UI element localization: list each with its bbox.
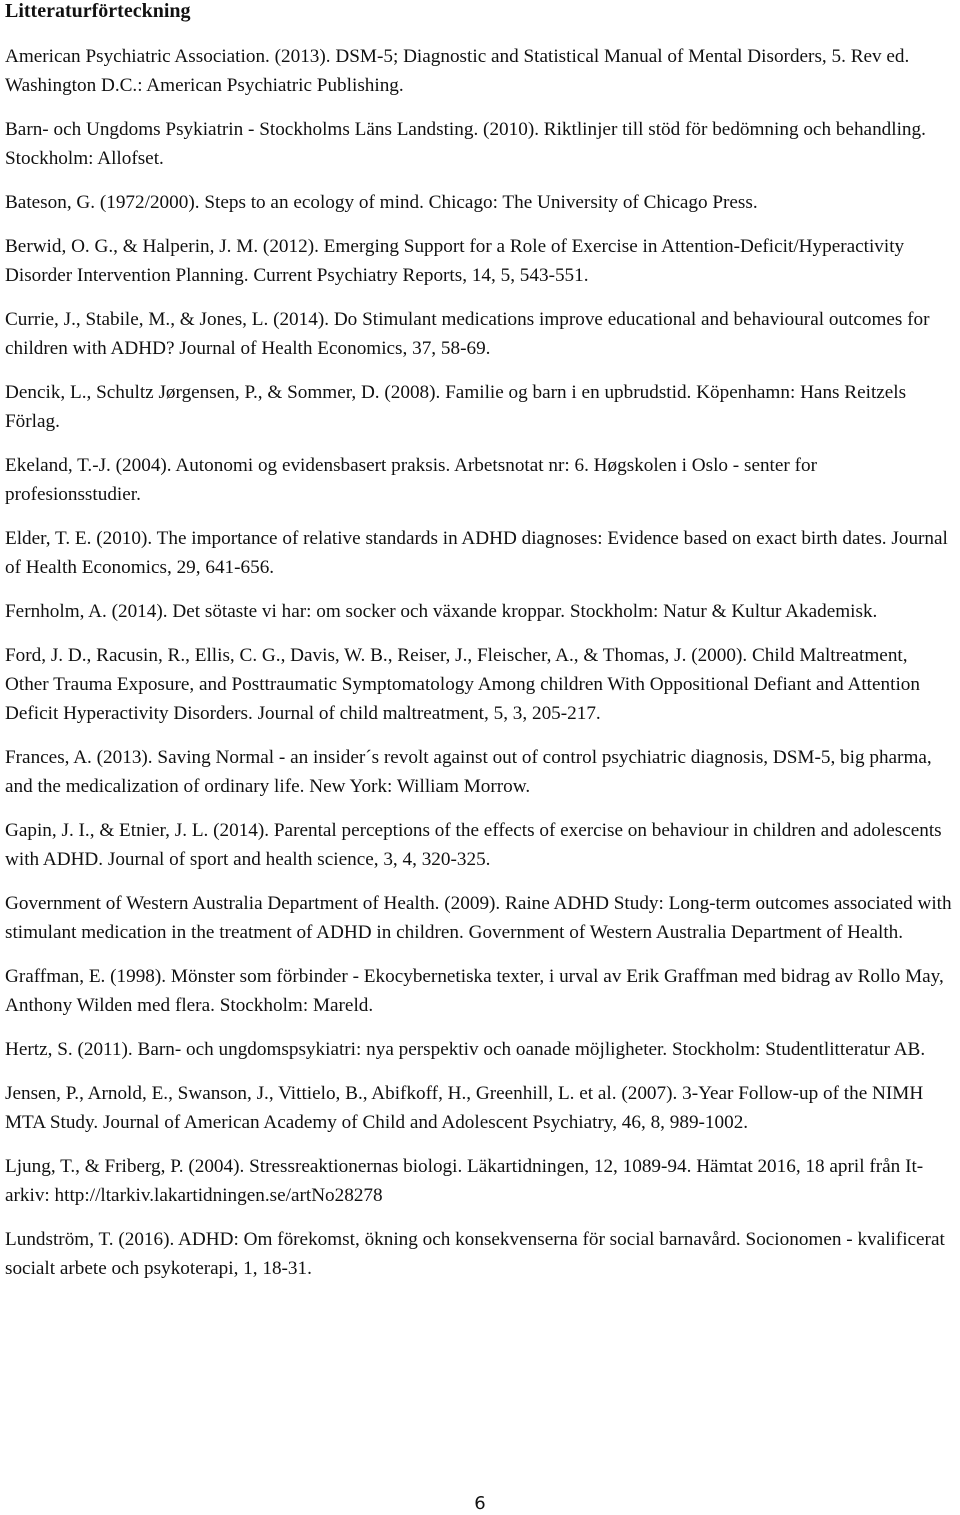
reference-entry: Currie, J., Stabile, M., & Jones, L. (2014). Do Stimulant medications improve educational and behavioural outcomes for children with ADHD? Journal of Health Economics, 37, 58-69. [5,309,935,359]
reference-entry: Ekeland, T.-J. (2004). Autonomi og evidensbasert praksis. Arbetsnotat nr: 6. Høgskolen i Oslo - senter for profesionsstudier. [5,455,822,505]
reference-entry: Elder, T. E. (2010). The importance of relative standards in ADHD diagnoses: Evidence based on exact birth dates. Journal of Health Economics, 29, 641-656. [5,528,953,578]
reference-entry: Lundström, T. (2016). ADHD: Om förekomst, ökning och konsekvenserna för social barnavård. Socionomen - kvalificerat socialt arbete och psykoterapi, 1, 18-31. [5,1229,950,1279]
reference-entry: Graffman, E. (1998). Mönster som förbinder - Ekocybernetiska texter, i urval av Erik Graffman med bidrag av Rollo May, Anthony Wilden med flera. Stockholm: Mareld. [5,966,948,1016]
reference-entry: Jensen, P., Arnold, E., Swanson, J., Vittielo, B., Abifkoff, H., Greenhill, L. et al. (2007). 3-Year Follow-up of the NIMH MTA Study. Journal of American Academy of Child and Adolescent Psychiatry, 46, 8, 989-1002. [5,1083,928,1133]
reference-entry: Frances, A. (2013). Saving Normal - an insider´s revolt against out of control psychiatric diagnosis, DSM-5, big pharma, and the medicalization of ordinary life. New York: William Morrow. [5,747,937,797]
reference-list [5,42,955,1283]
reference-entry: Fernholm, A. (2014). Det sötaste vi har: om socker och växande kroppar. Stockholm: Natur & Kultur Akademisk. [5,601,878,622]
reference-entry: Hertz, S. (2011). Barn- och ungdomspsykiatri: nya perspektiv och oanade möjligheter. Stockholm: Studentlitteratur AB. [5,1039,926,1060]
reference-entry: Ford, J. D., Racusin, R., Ellis, C. G., Davis, W. B., Reiser, J., Fleischer, A., & Thomas, J. (2000). Child Maltreatment, Other Trauma Exposure, and Posttraumatic Symptomatology Among children With Oppositional Defiant and Attention Deficit Hyperactivity Disorders. Journal of child maltreatment, 5, 3, 205-217. [5,645,925,724]
page-title: Litteraturförteckning [5,0,191,22]
reference-entry: Bateson, G. (1972/2000). Steps to an ecology of mind. Chicago: The University of Chicago Press. [5,192,758,213]
reference-entry: Berwid, O. G., & Halperin, J. M. (2012). Emerging Support for a Role of Exercise in Attention-Deficit/Hyperactivity Disorder Intervention Planning. Current Psychiatry Reports, 14, 5, 543-551. [5,236,909,286]
reference-entry: Government of Western Australia Department of Health. (2009). Raine ADHD Study: Long-term outcomes associated with stimulant medication in the treatment of ADHD in children. Government of Western Australia Department of Health. [5,893,957,943]
reference-entry: Dencik, L., Schultz Jørgensen, P., & Sommer, D. (2008). Familie og barn i en upbrudstid. Köpenhamn: Hans Reitzels Förlag. [5,382,911,432]
document-page [5,0,955,1298]
reference-entry: Barn- och Ungdoms Psykiatrin - Stockholms Läns Landsting. (2010). Riktlinjer till stöd för bedömning och behandling. Stockholm: Allofset. [5,119,931,169]
reference-entry: Gapin, J. I., & Etnier, J. L. (2014). Parental perceptions of the effects of exercise on behaviour in children and adolescents with ADHD. Journal of sport and health science, 3, 4, 320-325. [5,820,947,870]
page-number: 6 [474,1493,486,1514]
reference-entry: Ljung, T., & Friberg, P. (2004). Stressreaktionernas biologi. Läkartidningen, 12, 1089-94. Hämtat 2016, 18 april från It-arkiv: http://ltarkiv.lakartidningen.se/artNo28278 [5,1156,924,1206]
reference-entry: American Psychiatric Association. (2013). DSM-5; Diagnostic and Statistical Manual of Mental Disorders, 5. Rev ed. Washington D.C.: American Psychiatric Publishing. [5,46,914,96]
